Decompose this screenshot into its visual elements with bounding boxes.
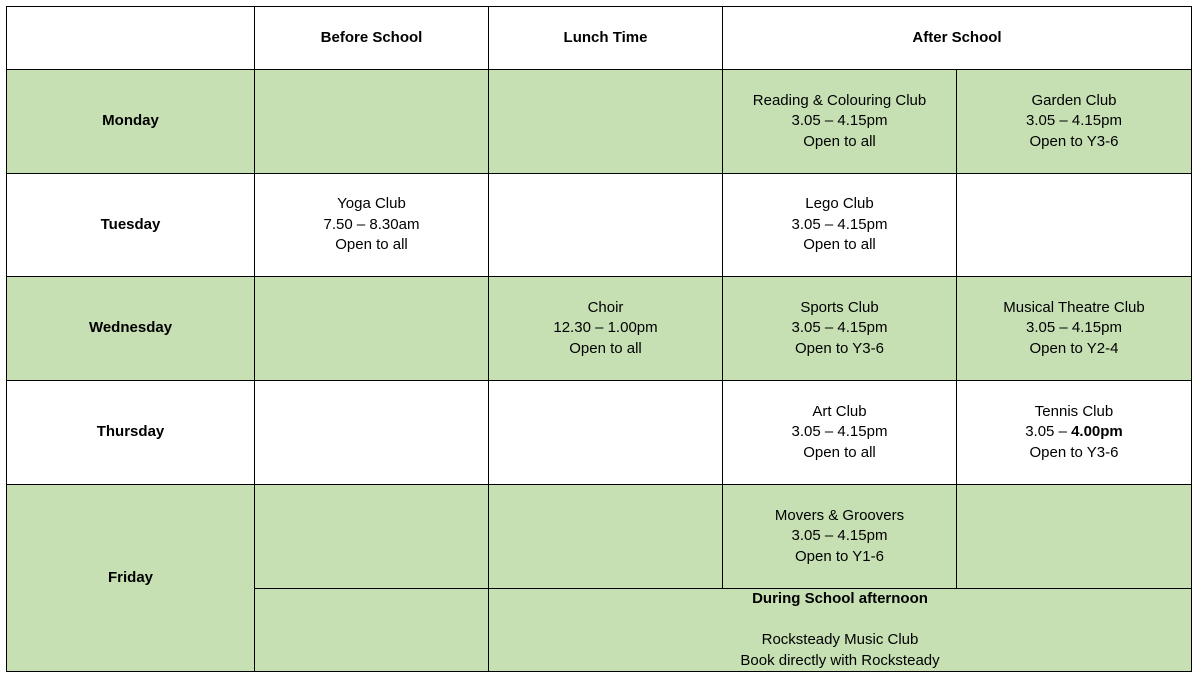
row-tuesday — [7, 174, 1192, 277]
club-time: 3.05 – 4.15pm — [791, 527, 888, 545]
thursday-after-club-1 — [723, 381, 957, 485]
day-monday: Monday — [7, 70, 255, 174]
tuesday-after-cell-2 — [957, 174, 1192, 277]
club-name: Art Club — [812, 402, 867, 420]
club-name: Tennis Club — [1034, 402, 1114, 420]
tuesday-after-club-1 — [723, 174, 957, 277]
monday-before-cell — [255, 70, 489, 174]
club-time — [957, 422, 1191, 443]
club-name: Sports Club — [800, 298, 879, 316]
header-after-school: After School — [723, 7, 1192, 70]
row-friday — [7, 485, 1192, 589]
row-thursday — [7, 381, 1192, 485]
club-name: Rocksteady Music Club — [761, 631, 919, 648]
wednesday-before-cell — [255, 277, 489, 381]
club-time: 3.05 – 4.15pm — [791, 319, 888, 337]
monday-after-club-2 — [957, 70, 1192, 174]
club-time: 3.05 – 4.15pm — [791, 112, 888, 130]
club-eligibility: Open to Y2-4 — [1029, 339, 1119, 357]
day-wednesday: Wednesday — [7, 277, 255, 381]
club-time: 3.05 – 4.15pm — [1026, 319, 1122, 337]
header-row — [7, 7, 1192, 70]
club-name: Musical Theatre Club — [1003, 298, 1145, 316]
club-time-end: 4.00pm — [1071, 423, 1123, 441]
friday-lunch-cell — [489, 485, 723, 589]
friday-after-cell-2 — [957, 485, 1192, 589]
thursday-before-cell — [255, 381, 489, 485]
club-name: Reading & Colouring Club — [752, 91, 927, 109]
spacer — [489, 610, 1191, 631]
wednesday-after-club-1 — [723, 277, 957, 381]
club-name: Garden Club — [1031, 91, 1117, 109]
booking-note: Book directly with Rocksteady — [740, 651, 940, 669]
friday-before-cell — [255, 485, 489, 589]
club-time-start: 3.05 – — [1025, 423, 1072, 441]
row-wednesday — [7, 277, 1192, 381]
club-eligibility: Open to all — [803, 132, 876, 150]
club-eligibility: Open to Y3-6 — [795, 339, 884, 357]
header-lunch-time: Lunch Time — [489, 7, 723, 70]
club-timetable — [6, 6, 1192, 672]
day-friday: Friday — [7, 485, 255, 672]
monday-lunch-cell — [489, 70, 723, 174]
club-eligibility: Open to all — [335, 236, 408, 254]
wednesday-lunch-club — [489, 277, 723, 381]
club-eligibility: Open to all — [569, 339, 642, 357]
friday-during-empty-cell — [255, 589, 489, 672]
club-eligibility: Open to Y1-6 — [795, 547, 884, 565]
club-time: 7.50 – 8.30am — [323, 215, 420, 233]
day-tuesday: Tuesday — [7, 174, 255, 277]
club-eligibility: Open to Y3-6 — [1029, 132, 1119, 150]
monday-after-club-1 — [723, 70, 957, 174]
header-empty-cell — [7, 7, 255, 70]
tuesday-lunch-cell — [489, 174, 723, 277]
club-eligibility: Open to all — [803, 443, 876, 461]
during-school-heading: During School afternoon — [752, 590, 928, 607]
tuesday-before-club — [255, 174, 489, 277]
club-eligibility: Open to all — [803, 236, 876, 254]
club-name: Movers & Groovers — [774, 506, 905, 524]
club-eligibility: Open to Y3-6 — [1029, 443, 1119, 461]
club-name: Lego Club — [805, 195, 874, 213]
friday-after-club-1 — [723, 485, 957, 589]
club-time: 12.30 – 1.00pm — [553, 319, 658, 337]
club-time: 3.05 – 4.15pm — [1026, 112, 1122, 130]
row-monday — [7, 70, 1192, 174]
club-time: 3.05 – 4.15pm — [791, 215, 888, 233]
thursday-lunch-cell — [489, 381, 723, 485]
wednesday-after-club-2 — [957, 277, 1192, 381]
club-time: 3.05 – 4.15pm — [791, 423, 888, 441]
thursday-after-club-2 — [957, 381, 1192, 485]
club-name: Choir — [587, 298, 624, 316]
friday-during-school-cell — [489, 589, 1192, 672]
day-thursday: Thursday — [7, 381, 255, 485]
club-name: Yoga Club — [337, 195, 406, 213]
header-before-school: Before School — [255, 7, 489, 70]
